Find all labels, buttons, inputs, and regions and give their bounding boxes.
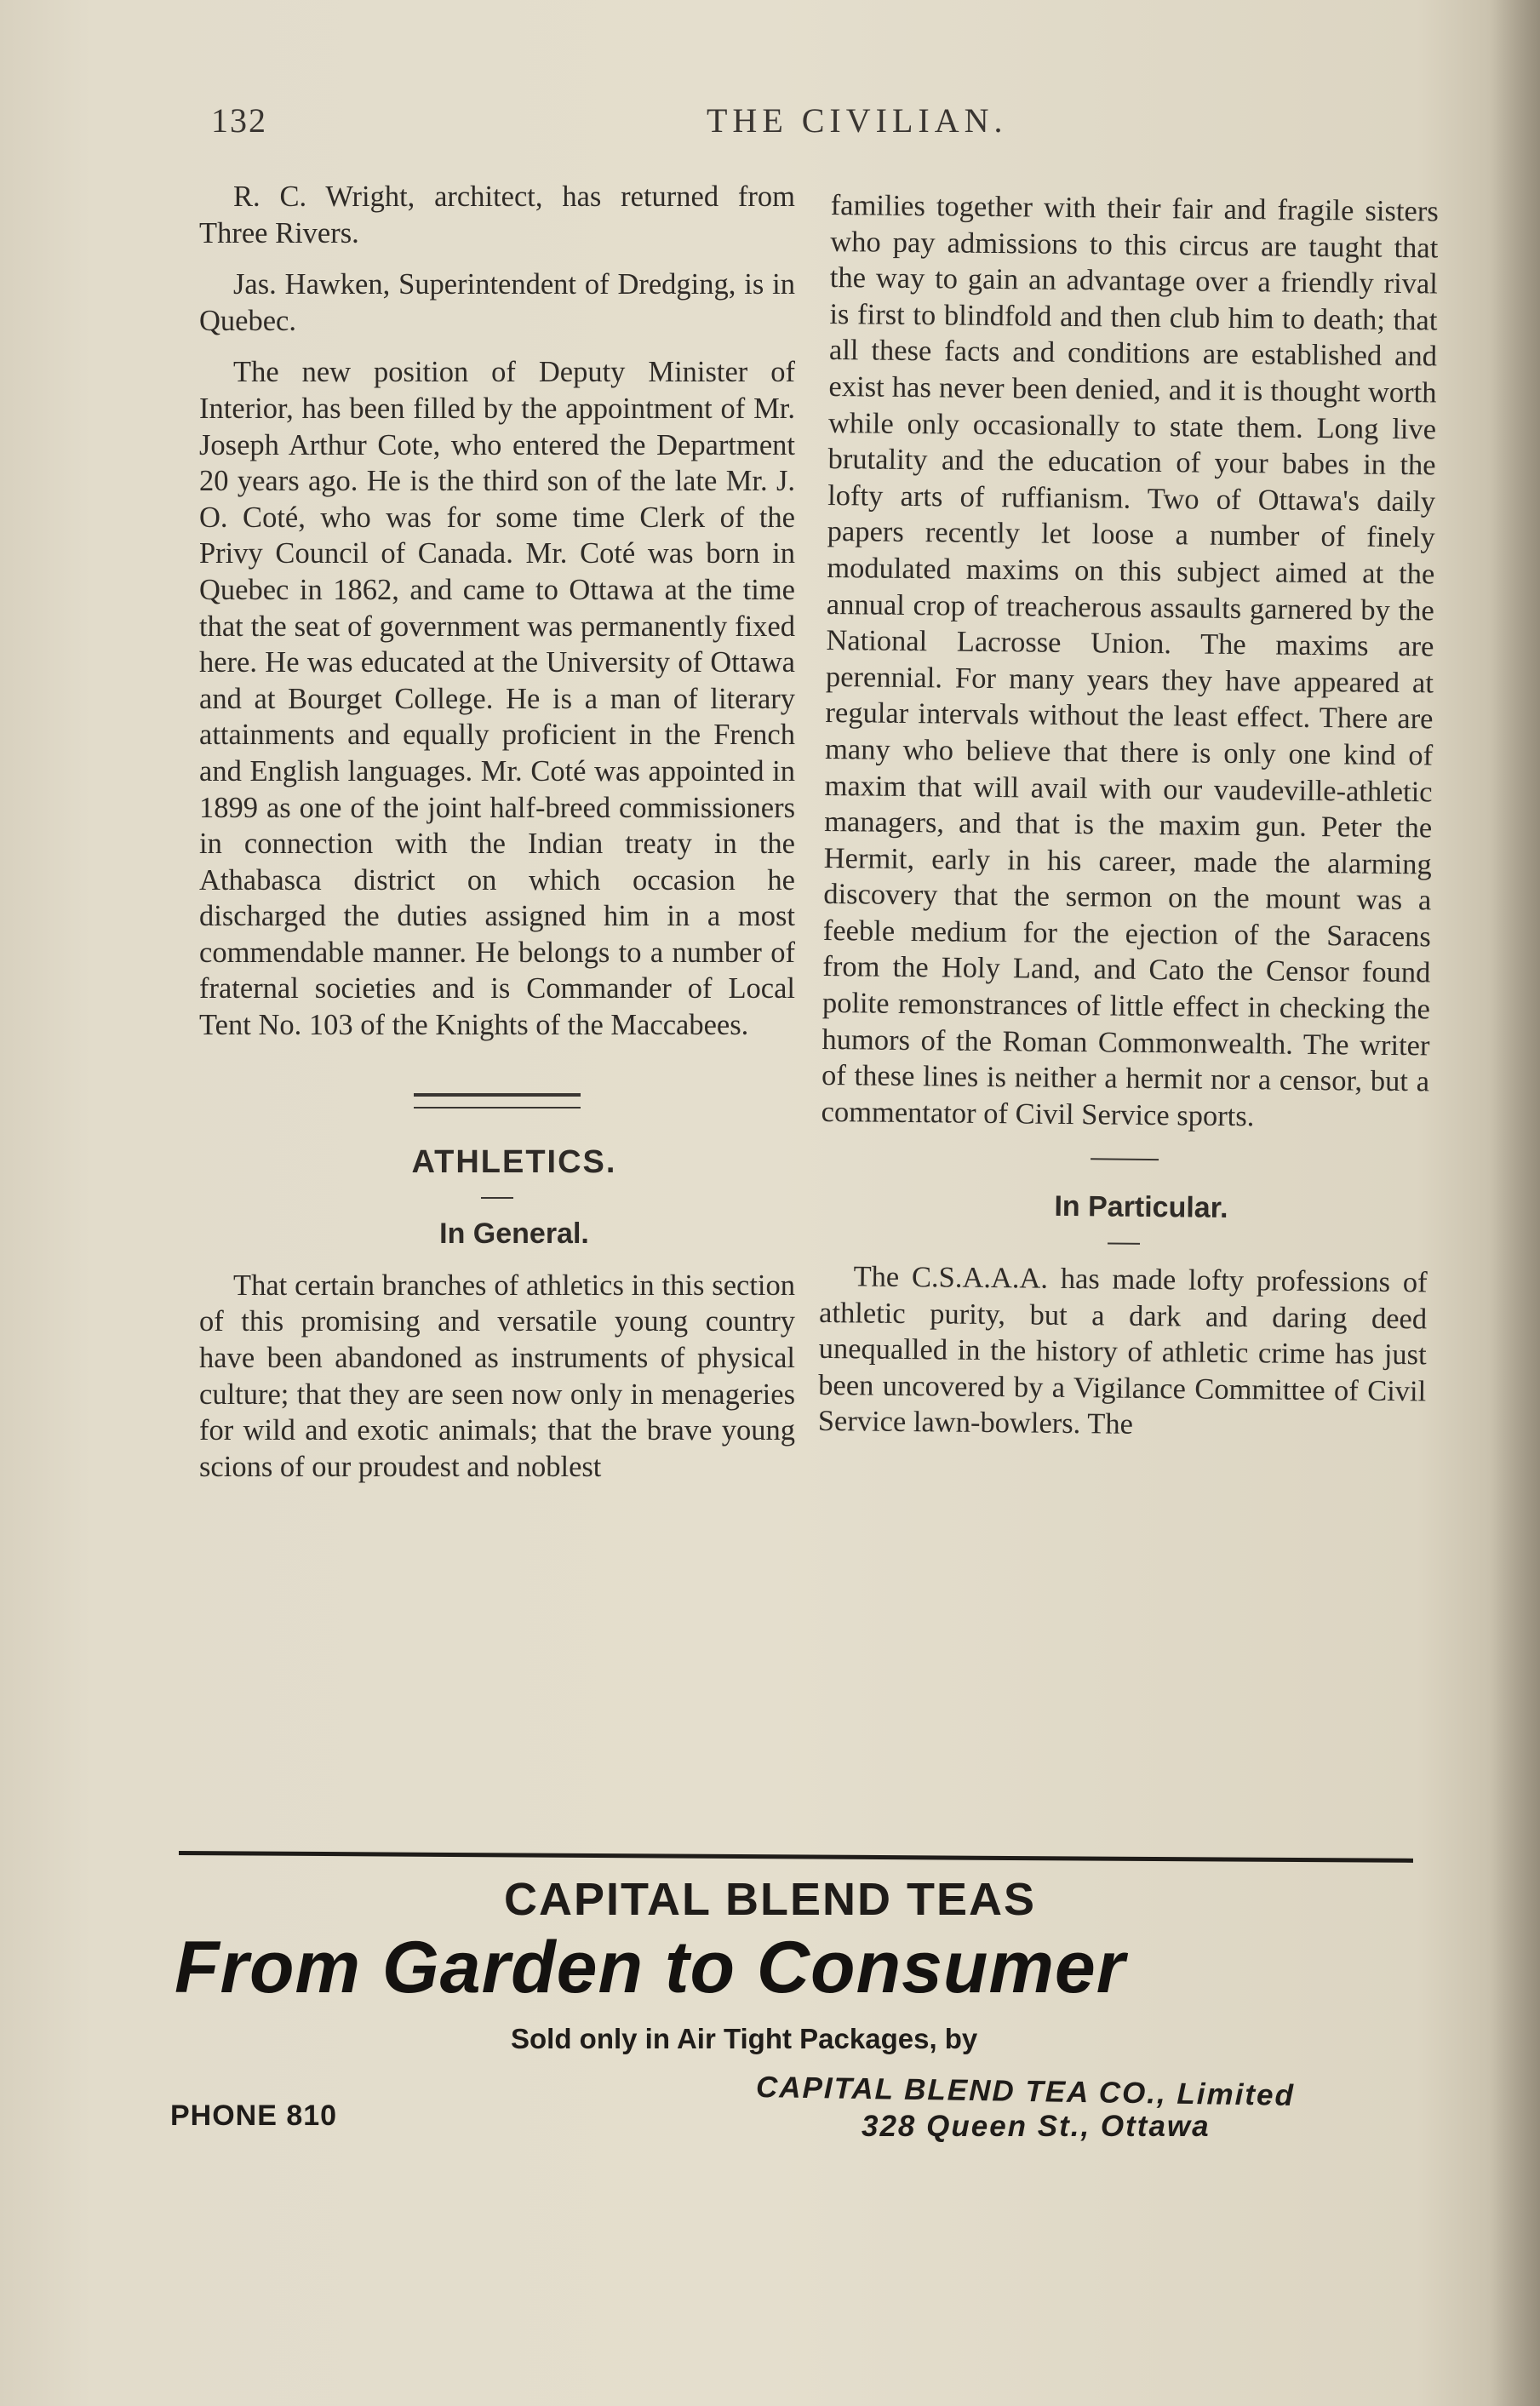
short-divider [1108, 1243, 1140, 1245]
advertisement-slogan: From Garden to Consumer [175, 1927, 1126, 2008]
news-item-hawken: Jas. Hawken, Superintendent of Dredging, is in Quebec. [199, 268, 795, 337]
subsection-title-in-particular: In Particular. [1054, 1190, 1228, 1225]
athletics-particular-paragraph: The C.S.A.A.A. has made lofty professions of athletic purity, but a dark and daring deed unequalled in the history of athletic crime has just been uncovered by a Vigilance Committee of Civil Service lawn-bowlers. The [817, 1260, 1428, 1441]
short-divider [1091, 1159, 1159, 1161]
page-edge-shadow [1489, 0, 1540, 2406]
advertisement-address: 328 Queen St., Ottawa [862, 2110, 1211, 2143]
advertisement-company: CAPITAL BLEND TEA CO., Limited [755, 2071, 1296, 2112]
athletics-continuation-paragraph: families together with their fair and fragile sisters who pay admissions to this circus are taught that the way to gain an advantage over a friendly rival is first to blindfold and then club him to death; that all these facts and conditions are established and exist has never been denied, and it is thought worth while only occasionally to state them. Long live brutality and the education of your babes in the lofty arts of ruffianism. Two of Ottawa's daily papers recently let loose a number of finely modulated maxims on this subject aimed at the annual crop of treacherous assaults garnered by the National Lacrosse Union. The maxims are perennial. For many years they have appeared at regular intervals without the least effect. There are many who believe that there is only one kind of maxim that will avail with our vaudeville-athletic managers, and that is the maxim gun. Peter the Hermit, early in his career, made the alarming discovery that the sermon on the mount was a feeble medium for the ejection of the Saracens from the Holy Land, and Cato the Censor found polite remonstrances of little effect in checking the humors of the Roman Commonwealth. The writer of these lines is neither a hermit nor a censor, but a commentator of Civil Service sports. [821, 188, 1439, 1133]
subsection-title-in-general: In General. [439, 1217, 589, 1251]
advertisement-sold-line: Sold only in Air Tight Packages, by [511, 2023, 978, 2054]
news-item-wright: R. C. Wright, architect, has returned from Three Rivers. [199, 180, 795, 249]
athletics-general-paragraph: That certain branches of athletics in this section of this promising and versatile young country have been abandoned as instruments of physical culture; that they are seen now only in menageries for wild and exotic animals; that the brave young scions of our proudest and noblest [199, 1269, 795, 1483]
short-divider [481, 1197, 513, 1199]
section-divider [414, 1093, 581, 1108]
running-head: THE CIVILIAN. [707, 101, 1008, 140]
section-title-athletics: ATHLETICS. [411, 1143, 617, 1180]
right-column [818, 187, 1439, 1446]
left-column [199, 179, 795, 1500]
advertisement-phone: PHONE 810 [170, 2100, 338, 2132]
news-item-deputy-minister: The new position of Deputy Minister of Interior, has been filled by the appointment of Mr. Joseph Arthur Cote, who entered the Department 20 years ago. He is the third son of the late Mr. J. O. Coté, who was for some time Clerk of the Privy Council of Canada. Mr. Coté was born in Quebec in 1862, and came to Ottawa at the time that the seat of government was permanently fixed here. He was educated at the University of Ottawa and at Bourget College. He is a man of literary attainments and equally proficient in the French and English languages. Mr. Coté was appointed in 1899 as one of the joint half-breed commissioners in connection with the Indian treaty in the Athabasca district on which occasion he discharged the duties assigned him in a most commendable manner. He belongs to a number of fraternal societies and is Commander of Local Tent No. 103 of the Knights of the Maccabees. [199, 356, 795, 1042]
advertisement-headline: CAPITAL BLEND TEAS [503, 1874, 1037, 1925]
page-number: 132 [211, 101, 267, 140]
advertisement-rule [179, 1851, 1413, 1863]
